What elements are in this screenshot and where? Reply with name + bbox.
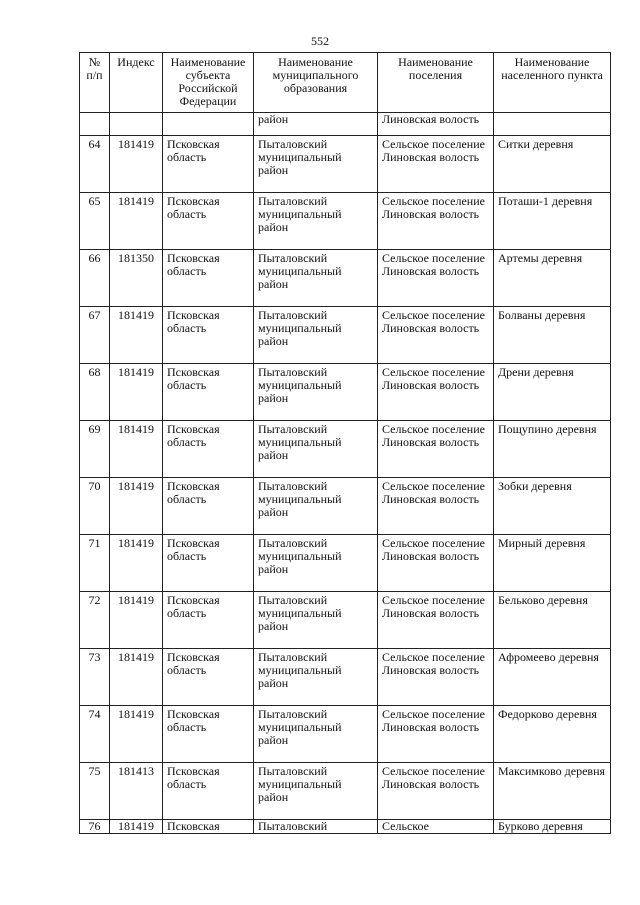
cell-settlement: Сельское поселение Линовская волость bbox=[378, 250, 494, 307]
table-row bbox=[80, 592, 611, 649]
cell-municipal: Пыталовский муниципальный район bbox=[254, 136, 378, 193]
table-row bbox=[80, 250, 611, 307]
cell-subject: Псковская область bbox=[163, 193, 254, 250]
table-row bbox=[80, 478, 611, 535]
cell-subject: Псковская область bbox=[163, 421, 254, 478]
cell-subject: Псковская область bbox=[163, 307, 254, 364]
cell-locality: Федорково деревня bbox=[494, 706, 611, 763]
cell-locality: Поташи-1 деревня bbox=[494, 193, 611, 250]
header-settlement: Наименование поселения bbox=[378, 53, 494, 113]
cell-num: 66 bbox=[80, 250, 110, 307]
cell-subject: Псковская область bbox=[163, 649, 254, 706]
cell-subject: Псковская область bbox=[163, 535, 254, 592]
cell-index: 181419 bbox=[110, 706, 163, 763]
cell-municipal: Пыталовский муниципальный район bbox=[254, 193, 378, 250]
cell-num: 69 bbox=[80, 421, 110, 478]
locality-table bbox=[79, 52, 611, 834]
table-header bbox=[80, 53, 611, 113]
cell-subject: Псковская область bbox=[163, 136, 254, 193]
table-row bbox=[80, 535, 611, 592]
cell-municipal: Пыталовский муниципальный район bbox=[254, 364, 378, 421]
cell-settlement: Сельское поселение Линовская волость bbox=[378, 136, 494, 193]
cell-num: 71 bbox=[80, 535, 110, 592]
cell-municipal: Пыталовский муниципальный район bbox=[254, 535, 378, 592]
cell-settlement: Сельское поселение Линовская волость bbox=[378, 307, 494, 364]
cell-num: 64 bbox=[80, 136, 110, 193]
cell-settlement: Сельское поселение Линовская волость bbox=[378, 649, 494, 706]
cell-num: 68 bbox=[80, 364, 110, 421]
cell-settlement: Сельское поселение Линовская волость bbox=[378, 478, 494, 535]
cell-subject: Псковская область bbox=[163, 364, 254, 421]
table-row bbox=[80, 649, 611, 706]
cell-municipal: Пыталовский муниципальный район bbox=[254, 250, 378, 307]
cell-num: 67 bbox=[80, 307, 110, 364]
cell-num: 73 bbox=[80, 649, 110, 706]
cell-locality: Мирный деревня bbox=[494, 535, 611, 592]
table-row-continuation bbox=[80, 113, 611, 136]
cell-locality: Пощупино деревня bbox=[494, 421, 611, 478]
header-municipal: Наименование муниципального образования bbox=[254, 53, 378, 113]
cell-subject: Псковская область bbox=[163, 763, 254, 820]
cell-settlement: Сельское поселение Линовская волость bbox=[378, 193, 494, 250]
table-body bbox=[80, 113, 611, 834]
cell-index: 181419 bbox=[110, 193, 163, 250]
cell-index: 181419 bbox=[110, 535, 163, 592]
cell-locality: Артемы деревня bbox=[494, 250, 611, 307]
table-row bbox=[80, 820, 611, 834]
cell-settlement: Сельское поселение Линовская волость bbox=[378, 535, 494, 592]
table-row bbox=[80, 307, 611, 364]
cell-municipal: Пыталовский bbox=[254, 820, 378, 834]
cell-locality: Максимково деревня bbox=[494, 763, 611, 820]
cell-locality: Ситки деревня bbox=[494, 136, 611, 193]
cell-index: 181419 bbox=[110, 592, 163, 649]
cell-locality: Болваны деревня bbox=[494, 307, 611, 364]
cell-index: 181419 bbox=[110, 136, 163, 193]
cell-index: 181419 bbox=[110, 649, 163, 706]
header-subject: Наименование субъекта Российской Федерации bbox=[163, 53, 254, 113]
cell-locality bbox=[494, 113, 611, 136]
cell-index: 181350 bbox=[110, 250, 163, 307]
cell-index: 181419 bbox=[110, 307, 163, 364]
cell-settlement: Сельское bbox=[378, 820, 494, 834]
cell-subject: Псковская область bbox=[163, 706, 254, 763]
cell-municipal: Пыталовский муниципальный район bbox=[254, 592, 378, 649]
cell-num bbox=[80, 113, 110, 136]
cell-municipal: Пыталовский муниципальный район bbox=[254, 649, 378, 706]
table-row bbox=[80, 706, 611, 763]
cell-num: 74 bbox=[80, 706, 110, 763]
cell-num: 70 bbox=[80, 478, 110, 535]
cell-num: 65 bbox=[80, 193, 110, 250]
cell-locality: Дрени деревня bbox=[494, 364, 611, 421]
cell-index: 181419 bbox=[110, 820, 163, 834]
cell-locality: Зобки деревня bbox=[494, 478, 611, 535]
page-number: 552 bbox=[311, 34, 329, 48]
cell-index: 181419 bbox=[110, 421, 163, 478]
cell-subject: Псковская область bbox=[163, 250, 254, 307]
cell-index bbox=[110, 113, 163, 136]
header-locality: Наименование населенного пункта bbox=[494, 53, 611, 113]
cell-index: 181419 bbox=[110, 364, 163, 421]
cell-locality: Бурково деревня bbox=[494, 820, 611, 834]
header-num: № п/п bbox=[80, 53, 110, 113]
cell-municipal: Пыталовский муниципальный район bbox=[254, 421, 378, 478]
cell-settlement: Сельское поселение Линовская волость bbox=[378, 706, 494, 763]
cell-subject bbox=[163, 113, 254, 136]
cell-num: 72 bbox=[80, 592, 110, 649]
cell-settlement: Линовская волость bbox=[378, 113, 494, 136]
cell-municipal: Пыталовский муниципальный район bbox=[254, 706, 378, 763]
cell-num: 76 bbox=[80, 820, 110, 834]
table-row bbox=[80, 421, 611, 478]
cell-municipal: Пыталовский муниципальный район bbox=[254, 478, 378, 535]
cell-settlement: Сельское поселение Линовская волость bbox=[378, 763, 494, 820]
cell-locality: Бельково деревня bbox=[494, 592, 611, 649]
cell-settlement: Сельское поселение Линовская волость bbox=[378, 592, 494, 649]
cell-locality: Афромеево деревня bbox=[494, 649, 611, 706]
cell-num: 75 bbox=[80, 763, 110, 820]
cell-municipal: Пыталовский муниципальный район bbox=[254, 307, 378, 364]
cell-index: 181419 bbox=[110, 478, 163, 535]
cell-settlement: Сельское поселение Линовская волость bbox=[378, 421, 494, 478]
cell-subject: Псковская область bbox=[163, 592, 254, 649]
cell-municipal: район bbox=[254, 113, 378, 136]
cell-subject: Псковская bbox=[163, 820, 254, 834]
cell-settlement: Сельское поселение Линовская волость bbox=[378, 364, 494, 421]
table-row bbox=[80, 763, 611, 820]
table-row bbox=[80, 364, 611, 421]
header-index: Индекс bbox=[110, 53, 163, 113]
table-row bbox=[80, 193, 611, 250]
cell-index: 181413 bbox=[110, 763, 163, 820]
cell-municipal: Пыталовский муниципальный район bbox=[254, 763, 378, 820]
table-row bbox=[80, 136, 611, 193]
cell-subject: Псковская область bbox=[163, 478, 254, 535]
